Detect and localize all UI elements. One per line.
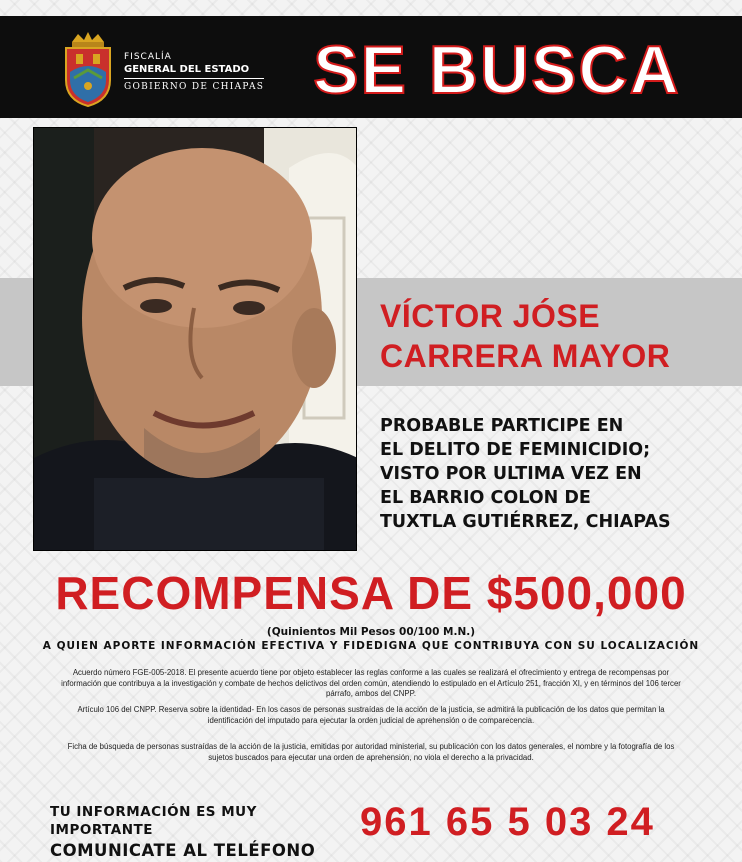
org-line-1: FISCALÍA	[124, 52, 172, 62]
reward-headline: RECOMPENSA DE $500,000	[55, 567, 687, 619]
legal-paragraph-3: Ficha de búsqueda de personas sustraídas de la acción de la justicia, emitidas por autoridad ministerial, su publicación con los datos generales, el nombre y la fotografía de los sujetos buscados para ejecutar una orden de aprehensión, no viola el derecho a la privacidad.	[67, 742, 675, 762]
header-bar	[0, 16, 742, 118]
name-line-1: VÍCTOR JÓSE	[380, 298, 601, 334]
suspect-photo	[33, 127, 357, 551]
poster-title: SE BUSCA	[313, 32, 681, 108]
reward-amount-words: (Quinientos Mil Pesos 00/100 M.N.)	[266, 626, 476, 638]
footer-message	[50, 803, 360, 862]
contact-phone: 961 65 5 03 24	[360, 800, 655, 844]
legal-paragraph-1: Acuerdo número FGE-005-2018. El presente acuerdo tiene por objeto establecer las reglas conforme a las cuales se realizará el ofrecimiento y entrega de recompensas por información que contribuya a la investigación y combate de hechos delictivos del orden común, atendiendo lo estipulado en el Artículo 251, fracción XI, y en términos del 106 tercer párrafo, ambos del CNPP.	[61, 668, 681, 698]
suspect-name	[380, 296, 730, 376]
footer-line-1: TU INFORMACIÓN ES MUY IMPORTANTE	[50, 804, 257, 838]
legal-paragraph-2: Artículo 106 del CNPP. Reserva sobre la identidad- En los casos de personas sustraídas de la acción de la justicia, se admitirá la publicación de los datos que permitan la identificación del imputado para ejecutar la orden judicial de aprehensión o de comparecencia.	[77, 705, 665, 725]
description-line: EL DELITO DE FEMINICIDIO;	[380, 440, 651, 460]
org-line-2: GENERAL DEL ESTADO	[124, 63, 264, 79]
organization-name	[124, 52, 264, 94]
suspect-description	[380, 414, 730, 534]
description-line: PROBABLE PARTICIPE EN	[380, 416, 624, 436]
description-line: VISTO POR ULTIMA VEZ EN	[380, 464, 642, 484]
name-line-2: CARRERA MAYOR	[380, 338, 671, 374]
org-line-3: GOBIERNO DE CHIAPAS	[124, 82, 265, 92]
chiapas-coat-of-arms-icon	[62, 30, 114, 108]
description-line: EL BARRIO COLON DE	[380, 488, 591, 508]
reward-subline: A QUIEN APORTE INFORMACIÓN EFECTIVA Y FIDEDIGNA QUE CONTRIBUYA CON SU LOCALIZACIÓN	[42, 640, 700, 652]
description-line: TUXTLA GUTIÉRREZ, CHIAPAS	[380, 512, 671, 532]
footer-line-2: COMUNICATE AL TELÉFONO	[50, 841, 316, 860]
